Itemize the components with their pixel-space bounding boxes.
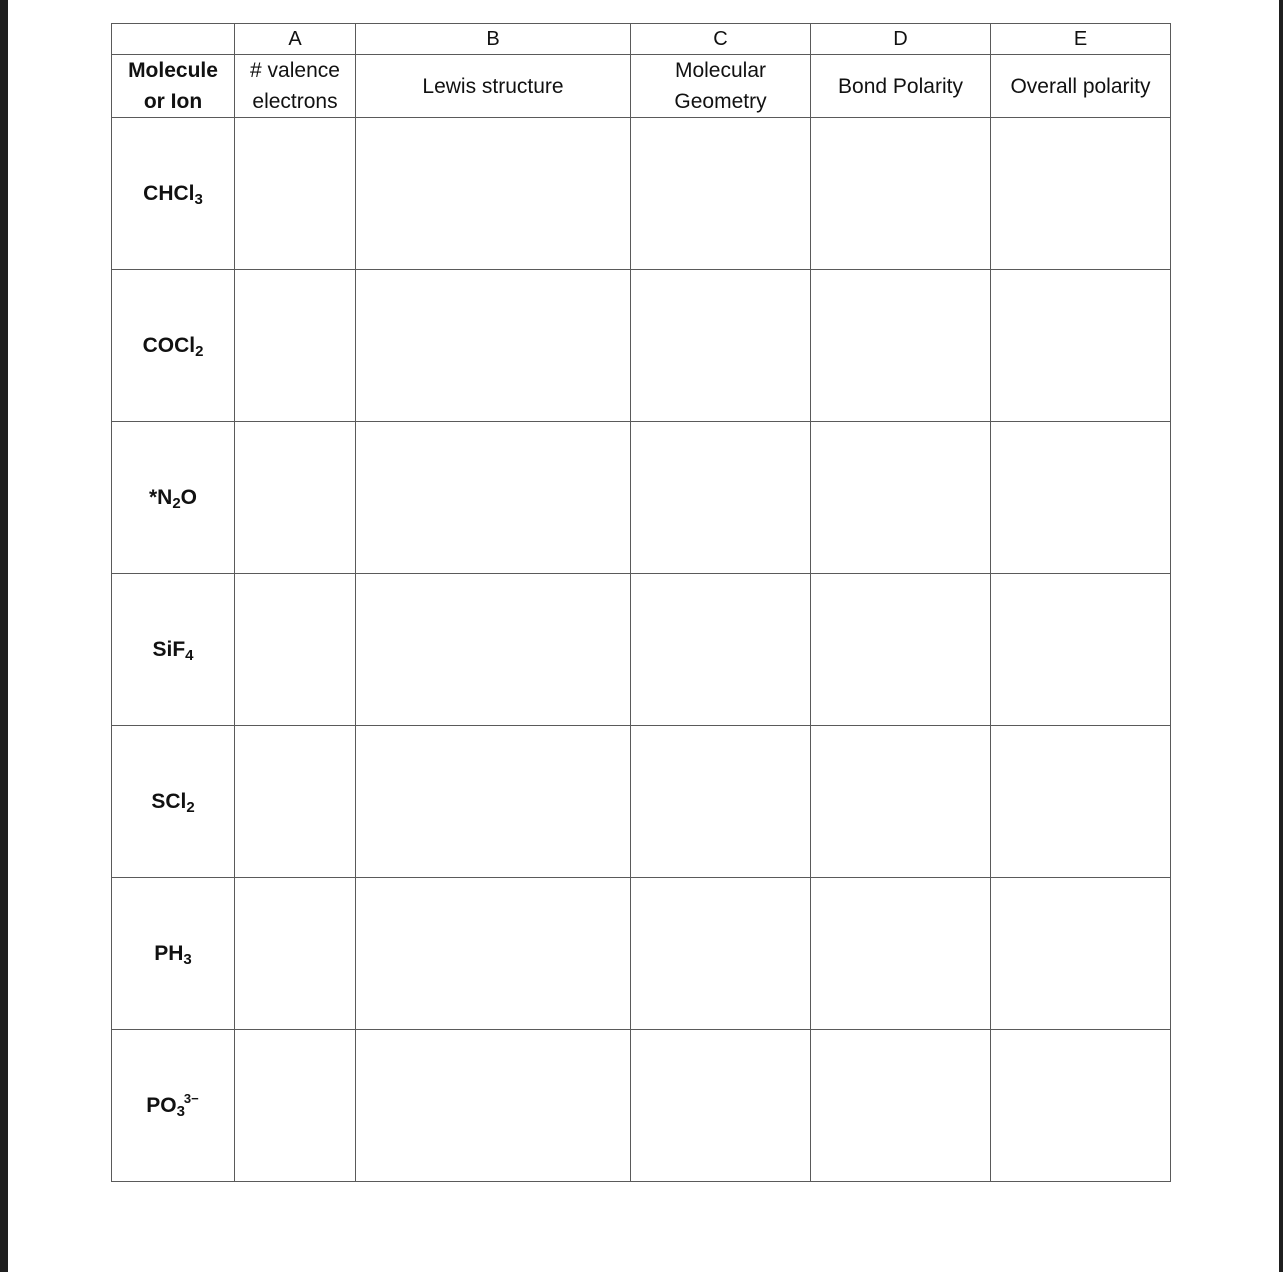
answer-cell-valence-electrons[interactable] [235,270,356,422]
answer-cell-overall-polarity[interactable] [991,878,1171,1030]
answer-cell-molecular-geometry[interactable] [631,422,811,574]
molecule-cell [112,118,235,270]
formula-text: *N [148,485,173,509]
answer-cell-valence-electrons[interactable] [235,726,356,878]
formula-subscript: 3 [194,190,203,208]
table-row [112,422,1171,574]
formula-text: PO [146,1093,177,1117]
molecule-cell [112,878,235,1030]
formula-text: SCl [151,789,187,813]
header-molecular-geometry [631,55,811,118]
header-molecule-or-ion [112,55,235,118]
answer-cell-overall-polarity[interactable] [991,118,1171,270]
formula-text: COCl [142,333,196,357]
answer-cell-lewis-structure[interactable] [356,118,631,270]
answer-cell-lewis-structure[interactable] [356,726,631,878]
formula-subscript: 4 [185,646,194,664]
table-row [112,1030,1171,1182]
letter-cell-d: D [811,24,991,55]
header-line: Geometry [674,90,767,113]
answer-cell-bond-polarity[interactable] [811,878,991,1030]
formula-subscript: 2 [186,798,195,816]
molecule-formula [151,789,195,816]
table-row [112,878,1171,1030]
column-letter-row [112,24,1171,55]
molecule-formula [142,333,204,360]
letter-cell-a: A [235,24,356,55]
answer-cell-overall-polarity[interactable] [991,422,1171,574]
header-line: Lewis structure [422,74,564,98]
letter-cell-e: E [991,24,1171,55]
molecule-formula [148,485,198,512]
answer-cell-bond-polarity[interactable] [811,270,991,422]
molecule-formula [143,181,203,208]
letter-cell-empty [112,24,235,55]
answer-cell-valence-electrons[interactable] [235,1030,356,1182]
answer-cell-overall-polarity[interactable] [991,726,1171,878]
answer-cell-valence-electrons[interactable] [235,118,356,270]
table-row [112,574,1171,726]
formula-subscript: 3 [176,1102,185,1120]
answer-cell-lewis-structure[interactable] [356,878,631,1030]
formula-text: SiF [152,637,186,661]
letter-cell-c: C [631,24,811,55]
header-line: electrons [252,90,338,113]
answer-cell-overall-polarity[interactable] [991,574,1171,726]
formula-text: O [180,485,198,509]
header-valence-electrons [235,55,356,118]
answer-cell-lewis-structure[interactable] [356,422,631,574]
answer-cell-overall-polarity[interactable] [991,270,1171,422]
page-edge-right [1279,0,1283,1272]
header-line: or Ion [143,90,203,113]
answer-cell-lewis-structure[interactable] [356,270,631,422]
answer-cell-molecular-geometry[interactable] [631,270,811,422]
answer-cell-bond-polarity[interactable] [811,726,991,878]
header-line: # valence [250,59,340,82]
column-header-row [112,55,1171,118]
molecule-cell [112,574,235,726]
molecule-formula [154,941,192,968]
molecule-formula [152,637,194,664]
answer-cell-lewis-structure[interactable] [356,1030,631,1182]
formula-text: CHCl [143,181,195,205]
header-line: Molecular [674,59,767,82]
answer-cell-bond-polarity[interactable] [811,118,991,270]
header-bond-polarity [811,55,991,118]
answer-cell-valence-electrons[interactable] [235,574,356,726]
table-row [112,726,1171,878]
header-line: Overall polarity [1010,74,1151,98]
answer-cell-valence-electrons[interactable] [235,422,356,574]
answer-cell-bond-polarity[interactable] [811,422,991,574]
header-overall-polarity [991,55,1171,118]
formula-charge: 3− [183,1090,199,1106]
formula-subscript: 2 [172,494,181,512]
molecule-cell [112,1030,235,1182]
worksheet-table [111,23,1171,1182]
header-line: Bond Polarity [838,74,963,98]
answer-cell-molecular-geometry[interactable] [631,574,811,726]
molecule-cell [112,422,235,574]
letter-cell-b: B [356,24,631,55]
molecule-formula [146,1090,200,1120]
answer-cell-valence-electrons[interactable] [235,878,356,1030]
molecule-cell [112,270,235,422]
answer-cell-bond-polarity[interactable] [811,1030,991,1182]
table-row [112,270,1171,422]
page-edge-left [0,0,8,1272]
answer-cell-bond-polarity[interactable] [811,574,991,726]
answer-cell-lewis-structure[interactable] [356,574,631,726]
formula-text: PH [154,941,184,965]
formula-subscript: 3 [183,950,192,968]
table-row [112,118,1171,270]
answer-cell-overall-polarity[interactable] [991,1030,1171,1182]
header-line: Molecule [128,59,218,82]
header-lewis-structure [356,55,631,118]
answer-cell-molecular-geometry[interactable] [631,1030,811,1182]
answer-cell-molecular-geometry[interactable] [631,878,811,1030]
formula-subscript: 2 [195,342,204,360]
answer-cell-molecular-geometry[interactable] [631,726,811,878]
answer-cell-molecular-geometry[interactable] [631,118,811,270]
molecule-cell [112,726,235,878]
